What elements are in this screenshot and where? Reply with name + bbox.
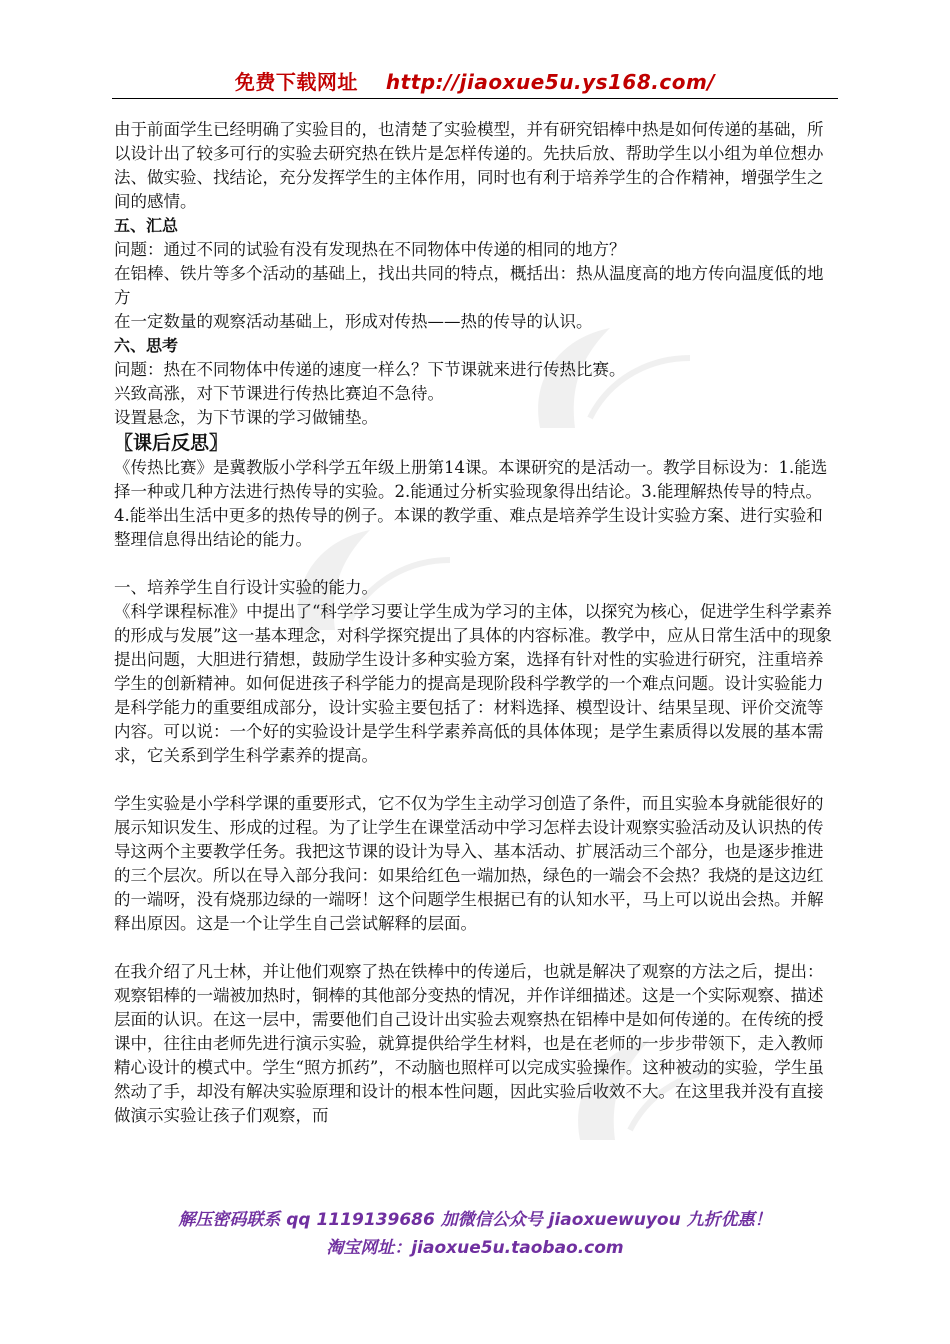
paragraph-spacer [114,552,836,576]
paragraph: 兴致高涨，对下节课进行传热比赛迫不急待。 [114,384,444,403]
paragraph: 在我介绍了凡士林，并让他们观察了热在铁棒中的传递后，也就是解决了观察的方法之后，提出：观察铝棒的一端被加热时，铜棒的其他部分变热的情况，并作详细描述。这是一个实际观察、描述层面的认识。在这一层中，需要他们自己设计出实验去观察热在铝棒中是如何传递的。在传统的授课中，往往由老师先进行演示实验，就算提供给学生材料，也是在老师的一步步带领下，走入教师精心设计的模式中。学生“照方抓药”，不动脑也照样可以完成实验操作。这种被动的实验，学生虽然动了手，却没有解决实验原理和设计的根本性问题，因此实验后收效不大。在这里我并没有直接做演示实验让孩子们观察，而 [114,962,824,1125]
paragraph: 问题：热在不同物体中传递的速度一样么？下节课就来进行传热比赛。 [114,360,626,379]
paragraph: 一、培养学生自行设计实验的能力。 [114,578,378,597]
paragraph: 《传热比赛》是冀教版小学科学五年级上册第14课。本课研究的是活动一。教学目标设为：1.能选择一种或几种方法进行热传导的实验。2.能通过分析实验现象得出结论。3.能理解热传导的特点。4.能举出生活中更多的热传导的例子。本课的教学重、难点是培养学生设计实验方案、进行实验和整理信息得出结论的能力。 [114,458,828,549]
paragraph: 《科学课程标准》中提出了“科学学习要让学生成为学习的主体，以探究为核心，促进学生科学素养的形成与发展”这一基本理念，对科学探究提出了具体的内容标准。教学中，应从日常生活中的现象提出问题，大胆进行猜想，鼓励学生设计多种实验方案，选择有针对性的实验进行研究，注重培养学生的创新精神。如何促进孩子科学能力的提高是现阶段科学教学的一个难点问题。设计实验能力是科学能力的重要组成部分，设计实验主要包括了：材料选择、模型设计、结果呈现、评价交流等内容。可以说：一个好的实验设计是学生科学素养高低的具体体现；是学生素质得以发展的基本需求，它关系到学生科学素养的提高。 [114,602,832,765]
header-label: 免费下载网址 [234,70,358,94]
header-url-link[interactable]: http://jiaoxue5u.ys168.com/ [385,70,716,94]
paragraph: 由于前面学生已经明确了实验目的，也清楚了实验模型，并有研究铝棒中热是如何传递的基础，所以设计出了较多可行的实验去研究热在铁片是怎样传递的。先扶后放、帮助学生以小组为单位想办法、做实验、找结论，充分发挥学生的主体作用，同时也有利于培养学生的合作精神，增强学生之间的感情。 [114,120,824,211]
document-body [114,118,836,1128]
reflection-heading: 〖课后反思〗 [114,432,229,454]
page-header [0,66,950,95]
footer-contact: 解压密码联系 qq 1119139686 加微信公众号 jiaoxuewuyou 九折优惠！ [178,1210,772,1230]
paragraph: 设置悬念，为下节课的学习做铺垫。 [114,408,378,427]
paragraph-spacer [114,936,836,960]
paragraph: 问题：通过不同的试验有没有发现热在不同物体中传递的相同的地方？ [114,240,626,259]
paragraph: 在铝棒、铁片等多个活动的基础上，找出共同的特点，概括出：热从温度高的地方传向温度低的地方 [114,264,824,307]
paragraph: 在一定数量的观察活动基础上，形成对传热——热的传导的认识。 [114,312,593,331]
paragraph-spacer [114,768,836,792]
header-divider [112,98,838,99]
section-heading: 六、思考 [114,336,179,355]
page-footer [0,1206,950,1262]
section-heading: 五、汇总 [114,216,179,235]
paragraph: 学生实验是小学科学课的重要形式，它不仅为学生主动学习创造了条件，而且实验本身就能很好的展示知识发生、形成的过程。为了让学生在课堂活动中学习怎样去设计观察实验活动及认识热的传导这两个主要教学任务。我把这节课的设计为导入、基本活动、扩展活动三个部分，也是逐步推进的三个层次。所以在导入部分我问：如果给红色一端加热，绿色的一端会不会热？我烧的是这边红的一端呀，没有烧那边绿的一端呀！这个问题学生根据已有的认知水平，马上可以说出会热。并解释出原因。这是一个让学生自己尝试解释的层面。 [114,794,824,933]
footer-shop-link[interactable]: 淘宝网址：jiaoxue5u.taobao.com [326,1238,624,1258]
